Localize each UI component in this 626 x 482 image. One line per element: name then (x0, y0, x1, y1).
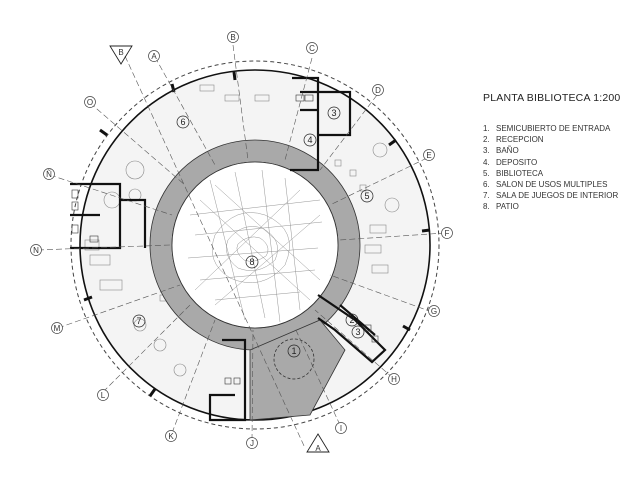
legend-item-number: 5. (483, 168, 490, 178)
legend-item (483, 123, 623, 134)
axis-label: H (391, 375, 397, 384)
axis-label: Ñ (46, 170, 52, 179)
axis-label: G (430, 307, 438, 316)
section-mark-a (307, 434, 329, 453)
legend-item-number: 4. (483, 157, 490, 167)
legend-item-number: 6. (483, 180, 490, 190)
room-6-label: 6 (180, 117, 186, 127)
section-mark-a-label: A (315, 444, 321, 453)
axis-label: K (168, 432, 174, 441)
axis-label: C (309, 44, 315, 53)
legend-item-label: SALA DE JUEGOS DE INTERIOR (496, 191, 619, 201)
legend-item-label: PATIO (496, 202, 519, 212)
axis-label: B (230, 33, 236, 42)
legend-item (483, 157, 623, 168)
axis-label: D (375, 86, 381, 95)
legend-item-number: 8. (483, 202, 490, 212)
axis-label: F (444, 229, 450, 238)
legend-item-label: RECEPCION (496, 135, 544, 145)
legend-item-label: BIBLIOTECA (496, 168, 544, 178)
legend-item-number: 2. (483, 135, 490, 145)
legend (483, 92, 623, 213)
legend-list (483, 123, 623, 213)
section-mark-b (110, 46, 132, 64)
room-3-label-bottom: 3 (355, 327, 361, 337)
axis-label: E (426, 151, 432, 160)
room-7-label: 7 (136, 316, 142, 326)
room-5-label: 5 (364, 191, 370, 201)
axis-label: A (151, 52, 157, 61)
legend-item (483, 190, 623, 201)
legend-item (483, 134, 623, 145)
axis-label: N (33, 246, 39, 255)
room-1-label: 1 (291, 346, 297, 356)
legend-item-label: SEMICUBIERTO DE ENTRADA (496, 124, 611, 133)
legend-item-label: SALON DE USOS MULTIPLES (496, 180, 608, 190)
legend-title: PLANTA BIBLIOTECA 1:200 (483, 92, 621, 104)
legend-item (483, 168, 623, 179)
axis-label: M (53, 324, 61, 333)
axis-label: L (100, 391, 106, 400)
room-3-label-top: 3 (331, 108, 337, 118)
legend-item (483, 145, 623, 156)
axis-label: O (86, 98, 94, 107)
room-2-label: 2 (349, 315, 355, 325)
room-4-label: 4 (307, 135, 313, 145)
room-8-label: 8 (249, 257, 255, 267)
legend-item-label: DEPOSITO (496, 157, 538, 167)
legend-item-label: BAÑO (496, 146, 519, 156)
section-mark-b-label: B (118, 48, 124, 57)
legend-item (483, 179, 623, 190)
axis-label: I (339, 424, 343, 433)
legend-item-number: 1. (483, 124, 490, 133)
legend-item-number: 3. (483, 146, 490, 156)
patio (172, 162, 338, 328)
legend-item-number: 7. (483, 191, 490, 201)
axis-label: J (250, 439, 254, 448)
legend-item (483, 201, 623, 212)
